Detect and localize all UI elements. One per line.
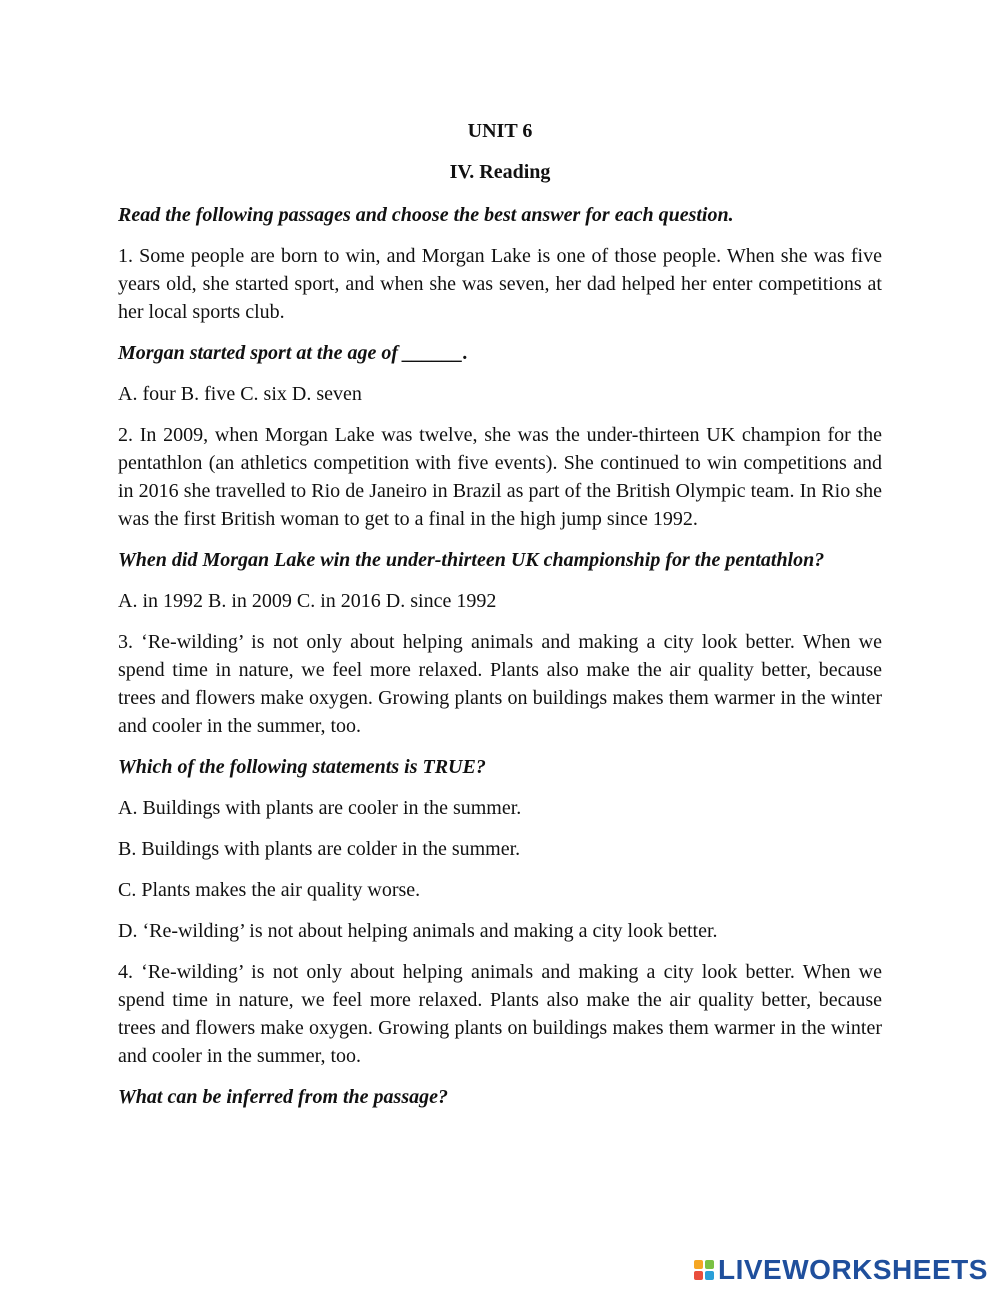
worksheet-page [118,118,882,1124]
passage-4: 4. ‘Re-wilding’ is not only about helping animals and making a city look better. When we spend time in nature, we feel more relaxed. Plants also make the air quality better, because trees and flowers make oxygen. Growing plants on buildings makes them warmer in the winter and cooler in the summer, too. [118,961,882,1067]
liveworksheets-logo-icon [694,1260,714,1280]
question-2-prompt: When did Morgan Lake win the under-thirteen UK championship for the pentathlon? [118,549,825,571]
logo-tile-2 [705,1260,714,1269]
logo-text: LIVEWORKSHEETS [718,1254,988,1285]
instruction-text: Read the following passages and choose the best answer for each question. [118,204,734,226]
unit-title: UNIT 6 [467,120,533,142]
logo-tile-1 [694,1260,703,1269]
question-2-options: A. in 1992 B. in 2009 C. in 2016 D. since 1992 [118,590,497,612]
liveworksheets-logo [694,1256,988,1284]
question-3-option-c: C. Plants makes the air quality worse. [118,879,421,901]
question-1-prompt: Morgan started sport at the age of ______. [118,342,469,364]
passage-3: 3. ‘Re-wilding’ is not only about helping animals and making a city look better. When we spend time in nature, we feel more relaxed. Plants also make the air quality better, because trees and flowers make oxygen. Growing plants on buildings makes them warmer in the winter and cooler in the summer, too. [118,631,882,737]
question-3-option-d: D. ‘Re-wilding’ is not about helping animals and making a city look better. [118,920,718,942]
section-title: IV. Reading [449,161,551,183]
question-3-prompt: Which of the following statements is TRUE? [118,756,486,778]
question-3-option-b: B. Buildings with plants are colder in the summer. [118,838,521,860]
passage-1: 1. Some people are born to win, and Morgan Lake is one of those people. When she was five years old, she started sport, and when she was seven, her dad helped her enter competitions at her local sports club. [118,245,882,323]
question-4-prompt: What can be inferred from the passage? [118,1086,448,1108]
passage-2: 2. In 2009, when Morgan Lake was twelve, she was the under-thirteen UK champion for the pentathlon (an athletics competition with five events). She continued to win competitions and in 2016 she travelled to Rio de Janeiro in Brazil as part of the British Olympic team. In Rio she was the first British woman to get to a final in the high jump since 1992. [118,424,882,530]
logo-tile-4 [705,1271,714,1280]
logo-tile-3 [694,1271,703,1280]
question-3-option-a: A. Buildings with plants are cooler in the summer. [118,797,522,819]
question-1-options: A. four B. five C. six D. seven [118,383,362,405]
